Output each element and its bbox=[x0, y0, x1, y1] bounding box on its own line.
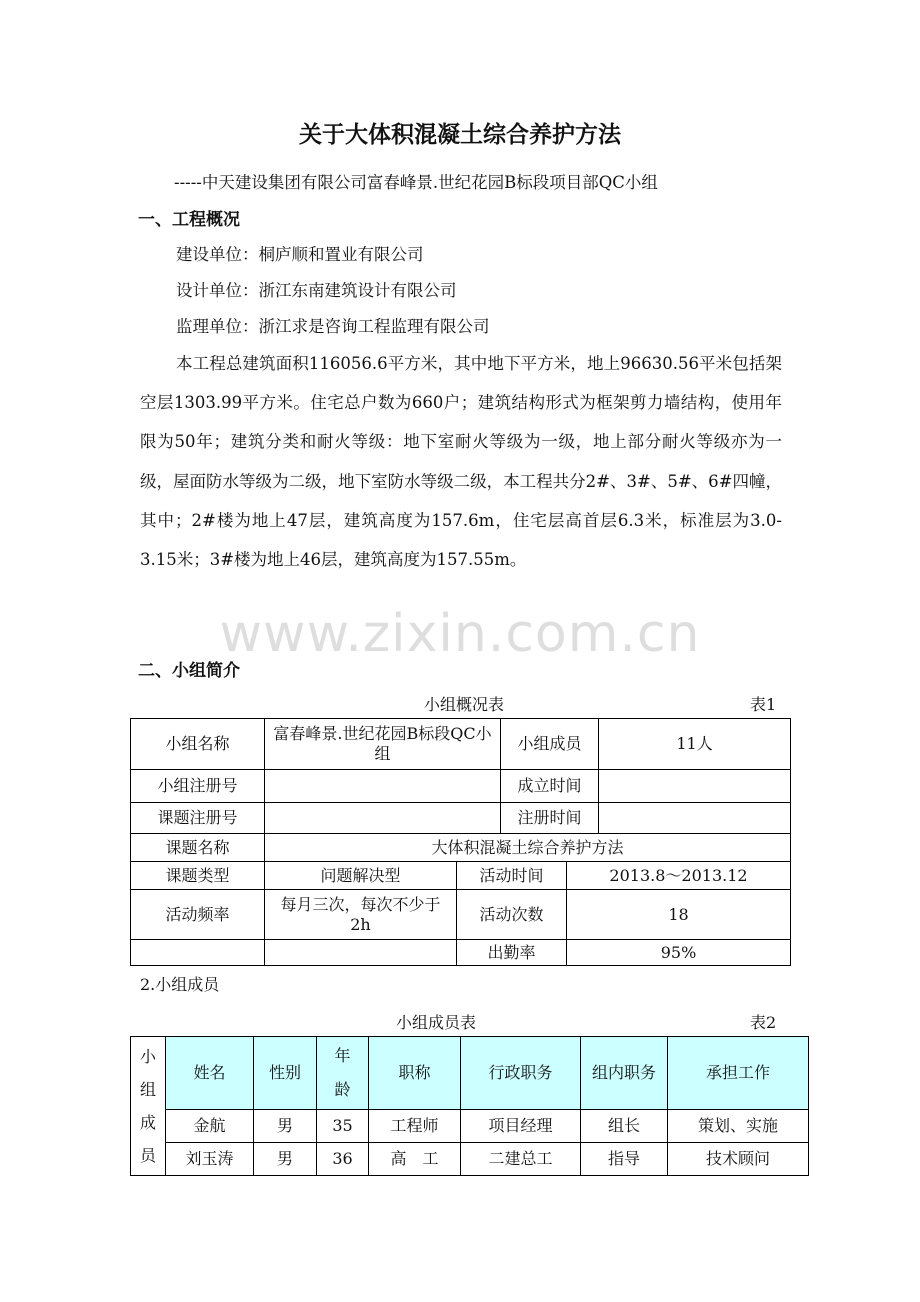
table-cell: 出勤率 bbox=[457, 940, 567, 966]
table-row bbox=[131, 862, 791, 890]
section-heading-overview: 一、工程概况 bbox=[138, 210, 240, 230]
column-header: 年龄 bbox=[317, 1037, 369, 1110]
document-subtitle: -----中天建设集团有限公司富春峰景.世纪花园B标段项目部QC小组 bbox=[174, 173, 658, 192]
table-cell: 刘玉涛 bbox=[166, 1143, 254, 1176]
table-cell: 组长 bbox=[581, 1110, 668, 1143]
members-side-label: 小 组 成 员 bbox=[131, 1037, 166, 1176]
table-cell bbox=[265, 940, 457, 966]
table-cell: 二建总工 bbox=[461, 1143, 581, 1176]
table-cell: 男 bbox=[254, 1143, 317, 1176]
table-header-row bbox=[131, 1037, 809, 1110]
table-cell bbox=[599, 803, 791, 834]
table-cell: 金航 bbox=[166, 1110, 254, 1143]
table-cell: 活动次数 bbox=[457, 890, 567, 940]
table-cell: 活动频率 bbox=[131, 890, 265, 940]
table-cell: 35 bbox=[317, 1110, 369, 1143]
table-cell bbox=[599, 770, 791, 803]
table-row bbox=[131, 719, 791, 770]
table1-label: 表1 bbox=[750, 695, 777, 714]
table-cell: 小组注册号 bbox=[131, 770, 265, 803]
watermark: www.zixin.com.cn bbox=[219, 604, 701, 664]
table-cell: 大体积混凝土综合养护方法 bbox=[265, 834, 791, 862]
table-cell: 小组名称 bbox=[131, 719, 265, 770]
table-row bbox=[131, 770, 791, 803]
table2-label: 表2 bbox=[750, 1013, 777, 1032]
column-header: 行政职务 bbox=[461, 1037, 581, 1110]
group-overview-table bbox=[130, 718, 791, 966]
column-header: 承担工作 bbox=[668, 1037, 809, 1110]
table-cell: 男 bbox=[254, 1110, 317, 1143]
table-cell: 策划、实施 bbox=[668, 1110, 809, 1143]
builder-line: 建设单位：桐庐顺和置业有限公司 bbox=[176, 245, 424, 264]
document-title: 关于大体积混凝土综合养护方法 bbox=[299, 122, 621, 148]
table-cell: 问题解决型 bbox=[265, 862, 457, 890]
table-cell: 11人 bbox=[599, 719, 791, 770]
table-row bbox=[131, 1143, 809, 1176]
table-row bbox=[131, 890, 791, 940]
table-cell: 课题注册号 bbox=[131, 803, 265, 834]
table-cell bbox=[131, 940, 265, 966]
table-cell: 指导 bbox=[581, 1143, 668, 1176]
table-cell: 课题名称 bbox=[131, 834, 265, 862]
column-header: 职称 bbox=[369, 1037, 461, 1110]
table-cell: 成立时间 bbox=[501, 770, 599, 803]
table-cell: 每月三次，每次不少于2h bbox=[265, 890, 457, 940]
column-header: 性别 bbox=[254, 1037, 317, 1110]
table-cell: 活动时间 bbox=[457, 862, 567, 890]
table-cell: 项目经理 bbox=[461, 1110, 581, 1143]
column-header: 姓名 bbox=[166, 1037, 254, 1110]
project-description: 本工程总建筑面积116056.6平方米，其中地下平方米，地上96630.56平米包括架空层1303.99平方米。住宅总户数为660户；建筑结构形式为框架剪力墙结构，使用年限为50年；建筑分类和耐火等级：地下室耐火等级为一级，地上部分耐火等级亦为一级，屋面防水等级为二级，地下室防水等级二级，本工程共分2#、3#、5#、6#四幢，其中；2#楼为地上47层，建筑高度为157.6m，住宅层高首层6.3米，标准层为3.0-3.15米；3#楼为地上46层，建筑高度为157.55m。 bbox=[140, 354, 782, 570]
table-cell: 注册时间 bbox=[501, 803, 599, 834]
table-row bbox=[131, 803, 791, 834]
table-cell: 小组成员 bbox=[501, 719, 599, 770]
table-cell: 18 bbox=[567, 890, 791, 940]
section-heading-group: 二、小组简介 bbox=[138, 661, 240, 681]
table-cell: 工程师 bbox=[369, 1110, 461, 1143]
table-row bbox=[131, 1110, 809, 1143]
table-cell: 2013.8～2013.12 bbox=[567, 862, 791, 890]
table-cell: 95% bbox=[567, 940, 791, 966]
table-cell bbox=[265, 803, 501, 834]
table-cell bbox=[265, 770, 501, 803]
table-cell: 富春峰景.世纪花园B标段QC小组 bbox=[265, 719, 501, 770]
group-members-table bbox=[130, 1036, 809, 1176]
members-heading: 2.小组成员 bbox=[140, 975, 220, 994]
table-cell: 高 工 bbox=[369, 1143, 461, 1176]
column-header: 组内职务 bbox=[581, 1037, 668, 1110]
table-row bbox=[131, 940, 791, 966]
supervisor-line: 监理单位：浙江求是咨询工程监理有限公司 bbox=[176, 317, 490, 336]
table-cell: 课题类型 bbox=[131, 862, 265, 890]
designer-line: 设计单位：浙江东南建筑设计有限公司 bbox=[176, 281, 457, 300]
table2-caption: 小组成员表 bbox=[396, 1013, 477, 1032]
table-row bbox=[131, 834, 791, 862]
table-cell: 36 bbox=[317, 1143, 369, 1176]
table-cell: 技术顾问 bbox=[668, 1143, 809, 1176]
table1-caption: 小组概况表 bbox=[424, 695, 505, 714]
